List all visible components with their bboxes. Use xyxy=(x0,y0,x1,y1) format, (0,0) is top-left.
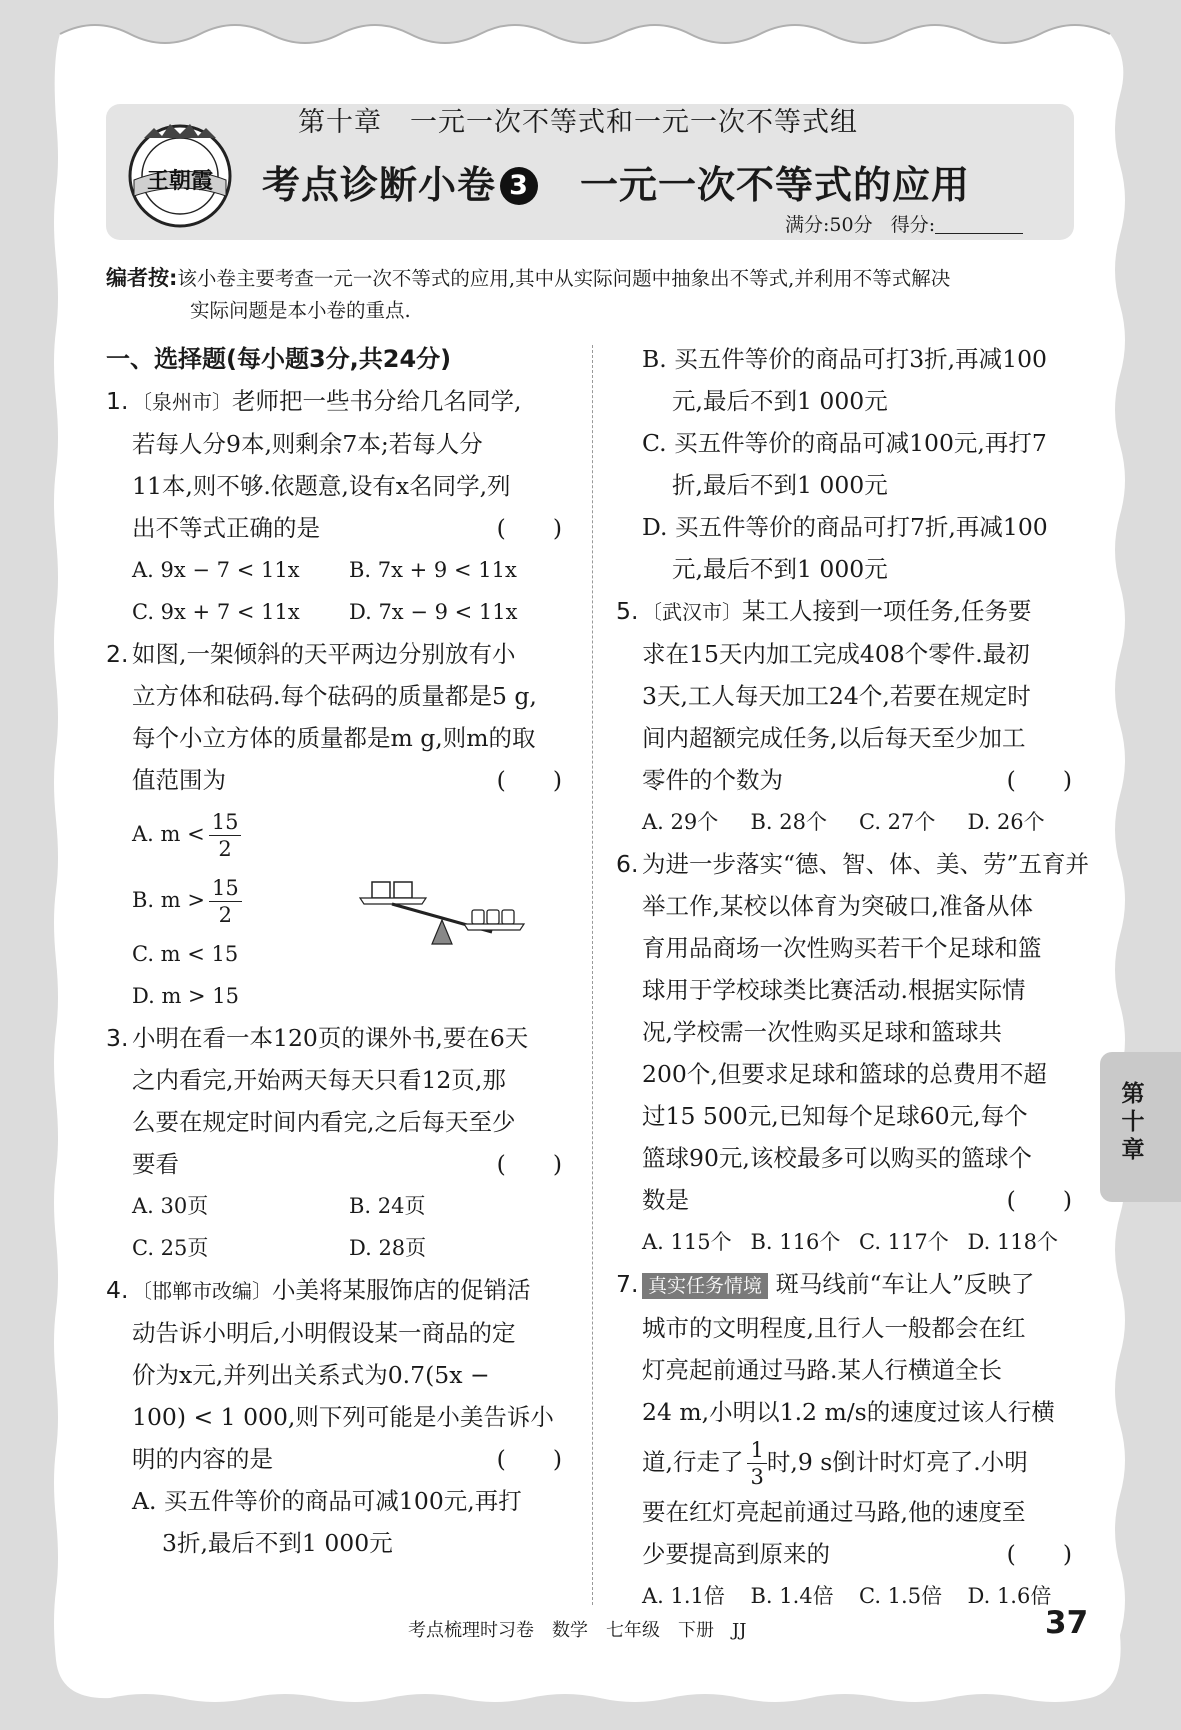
q5-option-c[interactable]: C. 27个 xyxy=(859,810,936,834)
q6-option-b[interactable]: B. 116个 xyxy=(750,1230,841,1254)
q4-option-b[interactable]: B. 买五件等价的商品可打3折,再减100 xyxy=(642,345,1047,373)
weight-3 xyxy=(502,910,514,924)
q3-option-d[interactable]: D. 28页 xyxy=(349,1236,427,1260)
q1-option-c[interactable]: C. 9x + 7 < 11x xyxy=(132,600,300,624)
q1-source: 〔泉州市〕 xyxy=(132,390,232,414)
editor-line1: 该小卷主要考查一元一次不等式的应用,其中从实际问题中抽象出不等式,并利用不等式解决 xyxy=(177,267,951,290)
editor-line2: 实际问题是本小卷的重点. xyxy=(190,299,411,322)
q2-option-a[interactable]: A. m < $\frac{15}{2}$ xyxy=(106,801,566,867)
q7-option-d[interactable]: D. 1.6倍 xyxy=(967,1584,1052,1608)
footer: 考点梳理时习卷 数学 七年级 下册 JJ xyxy=(408,1620,747,1641)
q1-option-a[interactable]: A. 9x − 7 < 11x xyxy=(132,558,300,582)
q2-option-c[interactable]: C. m < 15 xyxy=(132,942,239,966)
q7: 7. 真实任务情境 斑马线前“车让人”反映了 xyxy=(616,1270,1035,1298)
q5-source: 〔武汉市〕 xyxy=(642,600,742,624)
cube-2 xyxy=(394,882,412,898)
q7-option-b[interactable]: B. 1.4倍 xyxy=(750,1584,834,1608)
q5: 5. 〔武汉市〕某工人接到一项任务,任务要 xyxy=(616,597,1032,625)
left-column: 一、选择题(每小题3分,共24分) 1. 〔泉州市〕老师把一些书分给几名同学, 若每人分9本,则剩余7本;若每人分 11本,则不够.依题意,设有x名同学,列 出不等式正确的是 ( ) A. 9x − 7 < 11x B. 7x + 9 < 11x C. 9x + 7 < 11x D. 7x − 9 < 11x 2. 如图,一架倾斜的天平两边分别放有小 立方体和砝码.每个砝码的质量都是5 g, 每个小立方体的质量都是m g,则m的取 值范围为 ( ) A. m < $\frac{15}{2}$ B. m > $\frac{15}{2}$ C. m < 15 D. m > 15 3. 小明在看一本120页的课外书,要在6天 之内看完,开始两天每天只看12页,那 么要在规定时间内看完,之后每天至少 要看 ( ) A. 30页 B. 24页 C. 25页 D. 28页 4. 〔邯郸市改编〕小美将某服饰店的促销活 动告诉小明后,小明假设某一商品的定 价为x元,并列出关系式为0.7(5x − 100) < 1 000,则下列可能是小美告诉小 明的内容的是 ( ) A. 买五件等价的商品可减100元,再打 3折,最后不到1 000元 xyxy=(106,338,566,1564)
title-number-badge: 3 xyxy=(500,167,538,205)
page-title xyxy=(262,154,970,209)
score-line xyxy=(785,210,1023,237)
title-part2: 一元一次不等式的应用 xyxy=(580,163,971,207)
chapter-line xyxy=(298,100,886,139)
q6: 6. 为进一步落实“德、智、体、美、劳”五育并 xyxy=(616,850,1090,878)
answer-paren[interactable]: ( ) xyxy=(496,514,562,542)
q7-option-a[interactable]: A. 1.1倍 xyxy=(642,1584,725,1608)
q6-option-d[interactable]: D. 118个 xyxy=(967,1230,1059,1254)
editor-note xyxy=(106,262,1076,327)
q2: 2. 如图,一架倾斜的天平两边分别放有小 xyxy=(106,640,516,668)
q4-option-a[interactable]: A. 买五件等价的商品可减100元,再打 xyxy=(132,1487,522,1515)
chapter-number: 第十章 xyxy=(298,107,382,138)
q3-option-b[interactable]: B. 24页 xyxy=(349,1194,426,1218)
q5-option-d[interactable]: D. 26个 xyxy=(967,810,1045,834)
q4-option-c[interactable]: C. 买五件等价的商品可减100元,再打7 xyxy=(642,429,1047,457)
chapter-side-tab[interactable] xyxy=(1100,1052,1181,1202)
q2-option-d[interactable]: D. m > 15 xyxy=(132,984,240,1008)
score-blank[interactable] xyxy=(935,215,1023,234)
q3: 3. 小明在看一本120页的课外书,要在6天 xyxy=(106,1024,529,1052)
section-title: 一、选择题(每小题3分,共24分) xyxy=(106,345,452,373)
title-part1: 考点诊断小卷 xyxy=(262,163,497,207)
page-number: 37 xyxy=(1045,1605,1089,1641)
weight-2 xyxy=(487,910,499,924)
weight-1 xyxy=(472,910,484,924)
q3-option-a[interactable]: A. 30页 xyxy=(132,1194,209,1218)
logo-text: 王朝霞 xyxy=(146,168,214,194)
q4-option-d[interactable]: D. 买五件等价的商品可打7折,再减100 xyxy=(642,513,1048,541)
q1-option-d[interactable]: D. 7x − 9 < 11x xyxy=(349,600,518,624)
q7-option-c[interactable]: C. 1.5倍 xyxy=(859,1584,943,1608)
fulcrum xyxy=(432,920,452,944)
column-divider xyxy=(592,345,593,1605)
chapter-name: 一元一次不等式和一元一次不等式组 xyxy=(410,107,858,138)
publisher-logo-icon xyxy=(124,118,236,230)
q1-option-b[interactable]: B. 7x + 9 < 11x xyxy=(349,558,517,582)
task-tag: 真实任务情境 xyxy=(642,1273,768,1299)
q4: 4. 〔邯郸市改编〕小美将某服饰店的促销活 xyxy=(106,1276,531,1304)
full-score: 满分:50分 xyxy=(785,214,873,236)
q3-option-c[interactable]: C. 25页 xyxy=(132,1236,209,1260)
balance-scale-figure xyxy=(352,874,532,954)
side-tab-label: 第十章 xyxy=(1121,1081,1145,1163)
q1: 1. 〔泉州市〕老师把一些书分给几名同学, xyxy=(106,387,522,415)
q5-option-b[interactable]: B. 28个 xyxy=(750,810,828,834)
q6-option-a[interactable]: A. 115个 xyxy=(642,1230,732,1254)
editor-label: 编者按: xyxy=(106,266,178,290)
q5-option-a[interactable]: A. 29个 xyxy=(642,810,719,834)
right-column: B. 买五件等价的商品可打3折,再减100 元,最后不到1 000元 C. 买五件等价的商品可减100元,再打7 折,最后不到1 000元 D. 买五件等价的商品可打7折,再减100 元,最后不到1 000元 5. 〔武汉市〕某工人接到一项任务,任务要 求在15天内加工完成408个零件.最初 3天,工人每天加工24个,若要在规定时 间内超额完成任务,以后每天至少加工 零件的个数为 ( ) A. 29个 B. 28个 C. 27个 D. 26个 6. 为进一步落实“德、智、体、美、劳”五育并 举工作,某校以体育为突破口,准备从体 育用品商场一次性购买若干个足球和篮 球用于学校球类比赛活动.根据实际情 况,学校需一次性购买足球和篮球共 200个,但要求足球和篮球的总费用不超 过15 500元,已知每个足球60元,每个 篮球90元,该校最多可以购买的篮球个 数是 ( ) A. 115个 B. 116个 C. 117个 D. 118个 7. 真实任务情境 斑马线前“车让人”反映了 城市的文明程度,且行人一般都会在红 灯亮起前通过马路.某人行横道全长 24 m,小明以1.2 m/s的速度过该人行横 道,行走了 $\frac{1}{3}$ 时,9 s倒计时灯亮了.小明 要在红灯亮起前通过马路,他的速度至 少要提高到原来的 ( ) A. 1.1倍 B. 1.4倍 C. 1.5倍 D. 1.6倍 xyxy=(616,338,1076,1617)
q4-source: 〔邯郸市改编〕 xyxy=(132,1279,272,1303)
cube-1 xyxy=(372,882,390,898)
q2-option-b[interactable]: B. m > $\frac{15}{2}$ xyxy=(106,867,566,933)
score-label: 得分: xyxy=(890,214,936,236)
q6-option-c[interactable]: C. 117个 xyxy=(859,1230,949,1254)
